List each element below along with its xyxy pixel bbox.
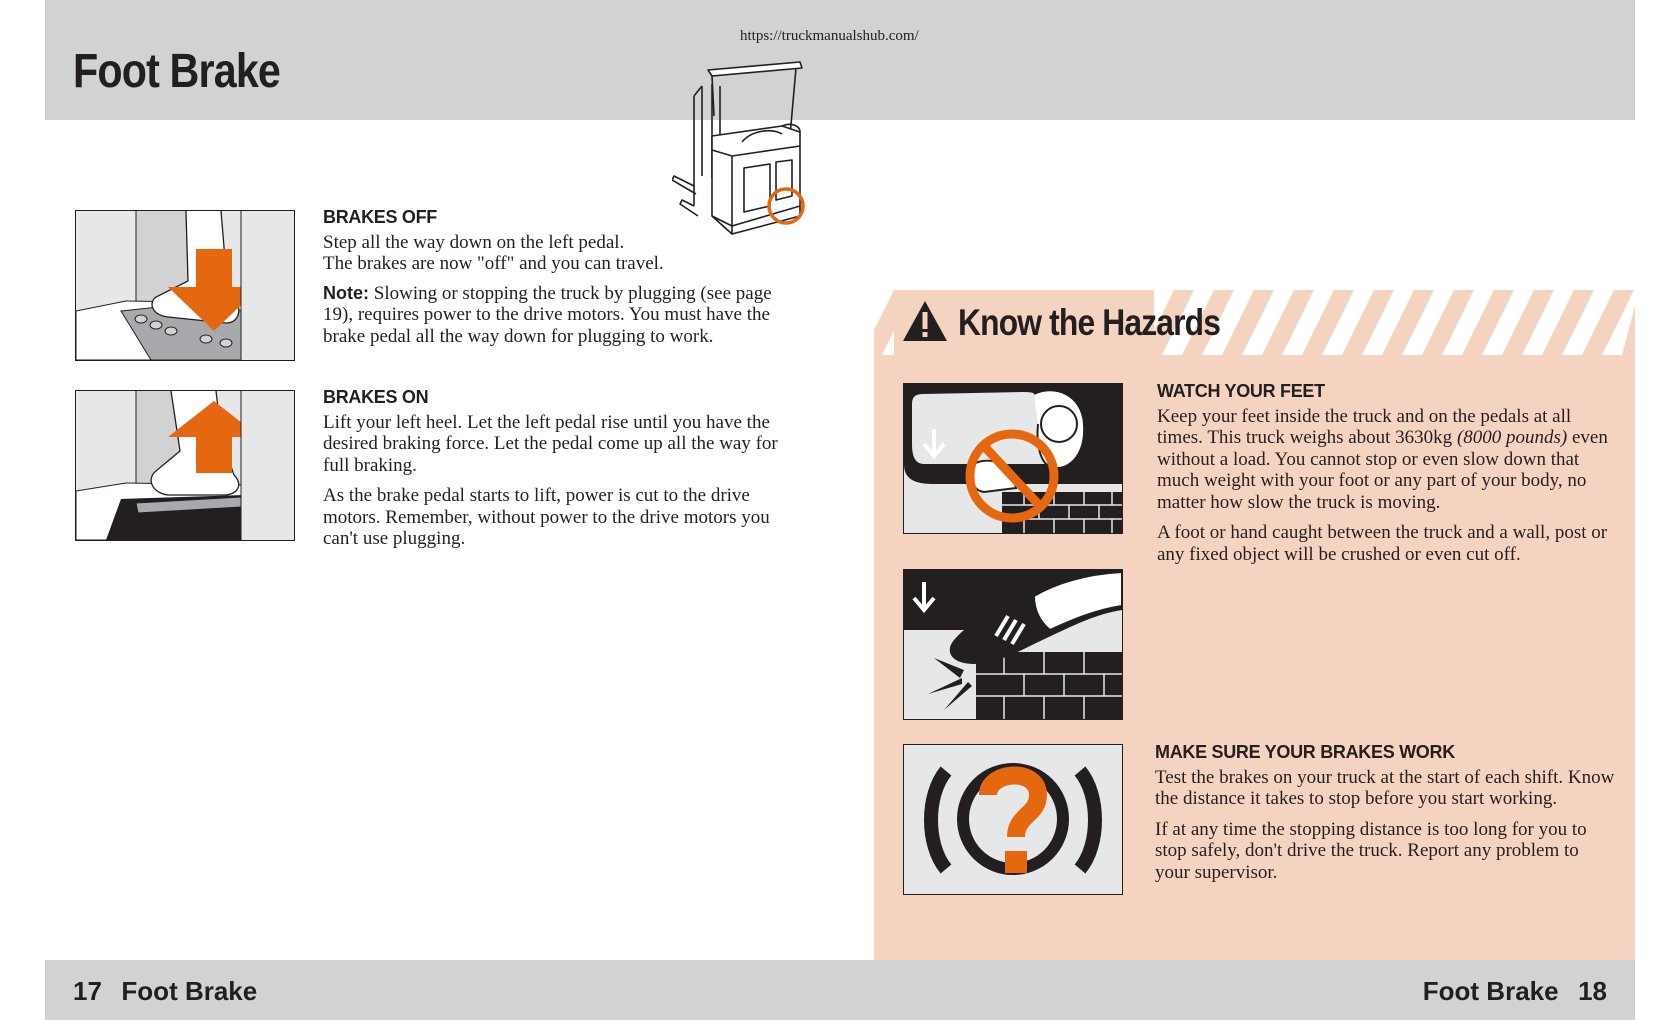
brakes-on-para2: As the brake pedal starts to lift, power is cut to the drive motors. Remember, without power to the drive motors you can't use plugging. bbox=[323, 485, 770, 549]
watch-feet-para1-a: Keep your feet inside the truck and on the pedals at all times. This truck weighs about 3630kg bbox=[1157, 405, 1572, 448]
footer-left bbox=[73, 976, 257, 1007]
watch-feet-text bbox=[1157, 381, 1617, 574]
no-foot-outside-figure bbox=[903, 383, 1123, 534]
footer-right bbox=[1423, 976, 1607, 1007]
brakes-off-line2: The brakes are now "off" and you can travel. bbox=[323, 253, 664, 274]
watch-feet-weight-pounds: (8000 pounds) bbox=[1456, 427, 1568, 448]
brakes-work-heading: MAKE SURE YOUR BRAKES WORK bbox=[1155, 742, 1455, 762]
no-foot-outside-icon bbox=[904, 384, 1122, 533]
right-footer-title: Foot Brake bbox=[1422, 976, 1559, 1006]
left-page-number: 17 bbox=[73, 976, 102, 1006]
watch-feet-para2: A foot or hand caught between the truck and a wall, post or any fixed object will be crushed or even cut off. bbox=[1157, 522, 1608, 565]
brakes-on-figure bbox=[75, 390, 295, 541]
brakes-work-para2: If at any time the stopping distance is too long for you to stop safely, don't drive the truck. Report any problem to your supervisor. bbox=[1155, 818, 1587, 883]
footer-band bbox=[45, 960, 1635, 1020]
brakes-off-figure bbox=[75, 210, 295, 361]
right-page-number: 18 bbox=[1578, 976, 1607, 1006]
brakes-on-heading: BRAKES ON bbox=[323, 387, 429, 407]
note-text: Slowing or stopping the truck by plugging (see page 19), requires power to the drive motors. You must have the brake pedal all the way down for plugging to work. bbox=[323, 282, 772, 347]
brakes-work-text bbox=[1155, 742, 1617, 892]
brake-warning-icon bbox=[904, 745, 1122, 894]
warning-triangle-icon bbox=[902, 300, 948, 347]
foot-crush-figure bbox=[903, 569, 1123, 720]
foot-crush-icon bbox=[904, 570, 1122, 719]
brakes-off-heading: BRAKES OFF bbox=[323, 207, 438, 227]
watch-feet-para1-b: even without a load. You cannot stop or even slow down that much weight with your foot or any part of your body, no matter how slow the truck is moving. bbox=[1157, 427, 1608, 513]
brakes-on-text bbox=[323, 387, 793, 559]
hazard-title: Know the Hazards bbox=[958, 302, 1221, 343]
brakes-on-para1: Lift your left heel. Let the left pedal rise until you have the desired braking force. Let the pedal come up all the way for full braking. bbox=[323, 411, 778, 476]
left-footer-title: Foot Brake bbox=[121, 976, 258, 1006]
brakes-off-line1: Step all the way down on the left pedal. bbox=[323, 231, 625, 253]
brakes-work-para1: Test the brakes on your truck at the start of each shift. Know the distance it takes to stop before you start working. bbox=[1155, 766, 1615, 809]
brake-warning-figure bbox=[903, 744, 1123, 895]
watch-feet-heading: WATCH YOUR FEET bbox=[1157, 381, 1325, 401]
brakes-off-text bbox=[323, 207, 793, 356]
note-label: Note: bbox=[323, 282, 369, 303]
source-url[interactable]: https://truckmanualshub.com/ bbox=[740, 28, 919, 44]
header-band bbox=[45, 0, 1635, 120]
page-title: Foot Brake bbox=[73, 45, 281, 98]
